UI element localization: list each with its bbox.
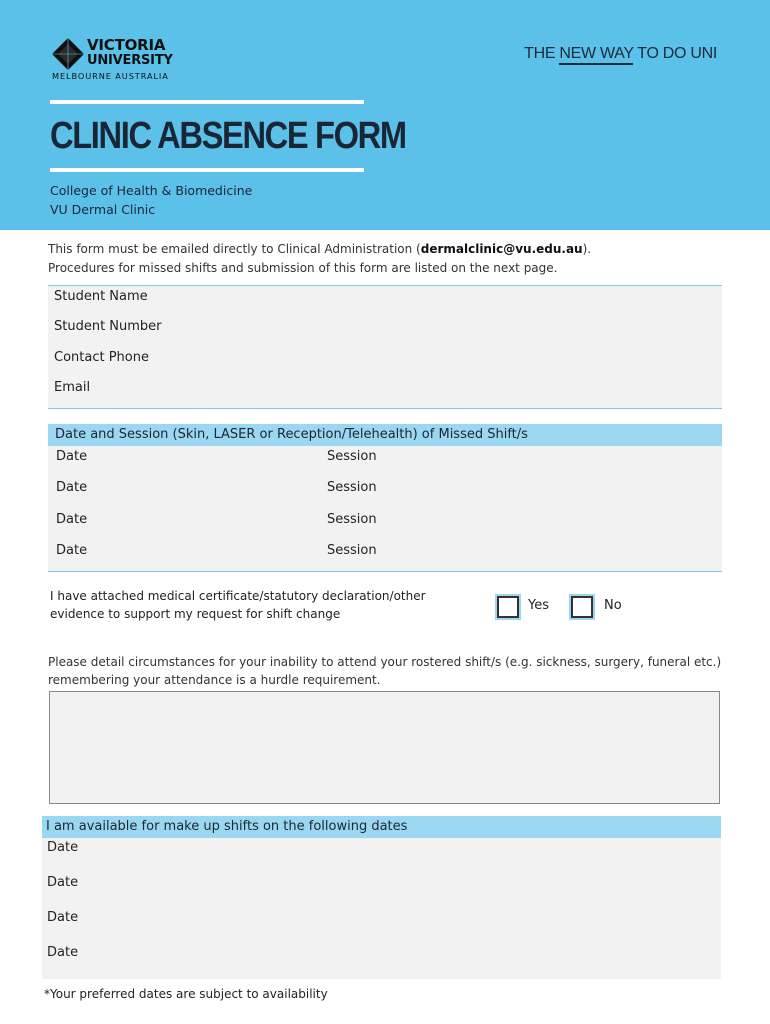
student-number-field[interactable]: Student Number — [54, 319, 162, 334]
no-label: No — [604, 598, 622, 613]
makeup-date-field-2[interactable]: Date — [47, 875, 79, 890]
intro-line1-post: ). — [582, 242, 592, 256]
missed-date-field-3[interactable]: Date — [56, 512, 88, 527]
intro-text — [48, 240, 591, 278]
logo-line2: UNIVERSITY — [87, 53, 173, 68]
circumstances-instructions — [48, 653, 721, 689]
missed-session-field-1[interactable]: Session — [327, 449, 377, 464]
student-name-field[interactable]: Student Name — [54, 289, 148, 304]
missed-session-field-4[interactable]: Session — [327, 543, 377, 558]
certificate-line2: evidence to support my request for shift change — [50, 607, 341, 621]
missed-shifts-panel — [48, 424, 722, 572]
missed-date-field-4[interactable]: Date — [56, 543, 88, 558]
college-name: College of Health & Biomedicine — [50, 183, 253, 198]
logo-subtitle: MELBOURNE AUSTRALIA — [52, 71, 169, 81]
makeup-date-field-1[interactable]: Date — [47, 840, 79, 855]
diamond-logo-icon — [52, 38, 84, 70]
makeup-date-field-4[interactable]: Date — [47, 945, 79, 960]
missed-shifts-heading: Date and Session (Skin, LASER or Reception/Telehealth) of Missed Shift/s — [48, 424, 722, 446]
tagline-pre: THE — [524, 45, 560, 62]
circumstances-textarea[interactable] — [49, 691, 720, 804]
missed-date-field-1[interactable]: Date — [56, 449, 88, 464]
makeup-shifts-panel — [42, 816, 721, 979]
page-title: CLINIC ABSENCE FORM — [50, 115, 406, 157]
logo-line1: VICTORIA — [87, 36, 166, 54]
certificate-line1: I have attached medical certificate/statutory declaration/other — [50, 589, 426, 603]
circumstances-line1: Please detail circumstances for your inability to attend your rostered shift/s (e.g. sickness, surgery, funeral etc.) — [48, 655, 722, 669]
contact-phone-field[interactable]: Contact Phone — [54, 350, 149, 365]
missed-session-field-3[interactable]: Session — [327, 512, 377, 527]
header-banner — [0, 0, 770, 230]
intro-line1-pre: This form must be emailed directly to Clinical Administration ( — [48, 242, 421, 256]
certificate-question — [50, 587, 426, 623]
missed-session-field-2[interactable]: Session — [327, 480, 377, 495]
tagline-highlight: NEW WAY — [559, 45, 633, 65]
title-rule-top — [50, 100, 364, 104]
circumstances-line2: remembering your attendance is a hurdle requirement. — [48, 673, 381, 687]
yes-label: Yes — [528, 598, 549, 613]
footnote: *Your preferred dates are subject to availability — [44, 987, 328, 1001]
no-checkbox[interactable] — [571, 596, 593, 618]
makeup-date-field-3[interactable]: Date — [47, 910, 79, 925]
tagline — [524, 45, 717, 63]
student-details-panel — [48, 285, 722, 409]
title-rule-bottom — [50, 168, 364, 172]
intro-line1 — [48, 240, 591, 259]
email-field[interactable]: Email — [54, 380, 91, 395]
clinic-name: VU Dermal Clinic — [50, 202, 156, 217]
university-logo — [52, 38, 182, 84]
missed-date-field-2[interactable]: Date — [56, 480, 88, 495]
intro-line2: Procedures for missed shifts and submission of this form are listed on the next page. — [48, 261, 558, 275]
yes-checkbox[interactable] — [497, 596, 519, 618]
college-info — [50, 181, 252, 219]
makeup-heading: I am available for make up shifts on the following dates — [42, 816, 721, 838]
clinic-email-link[interactable]: dermalclinic@vu.edu.au — [420, 242, 583, 256]
tagline-post: TO DO UNI — [633, 45, 717, 62]
